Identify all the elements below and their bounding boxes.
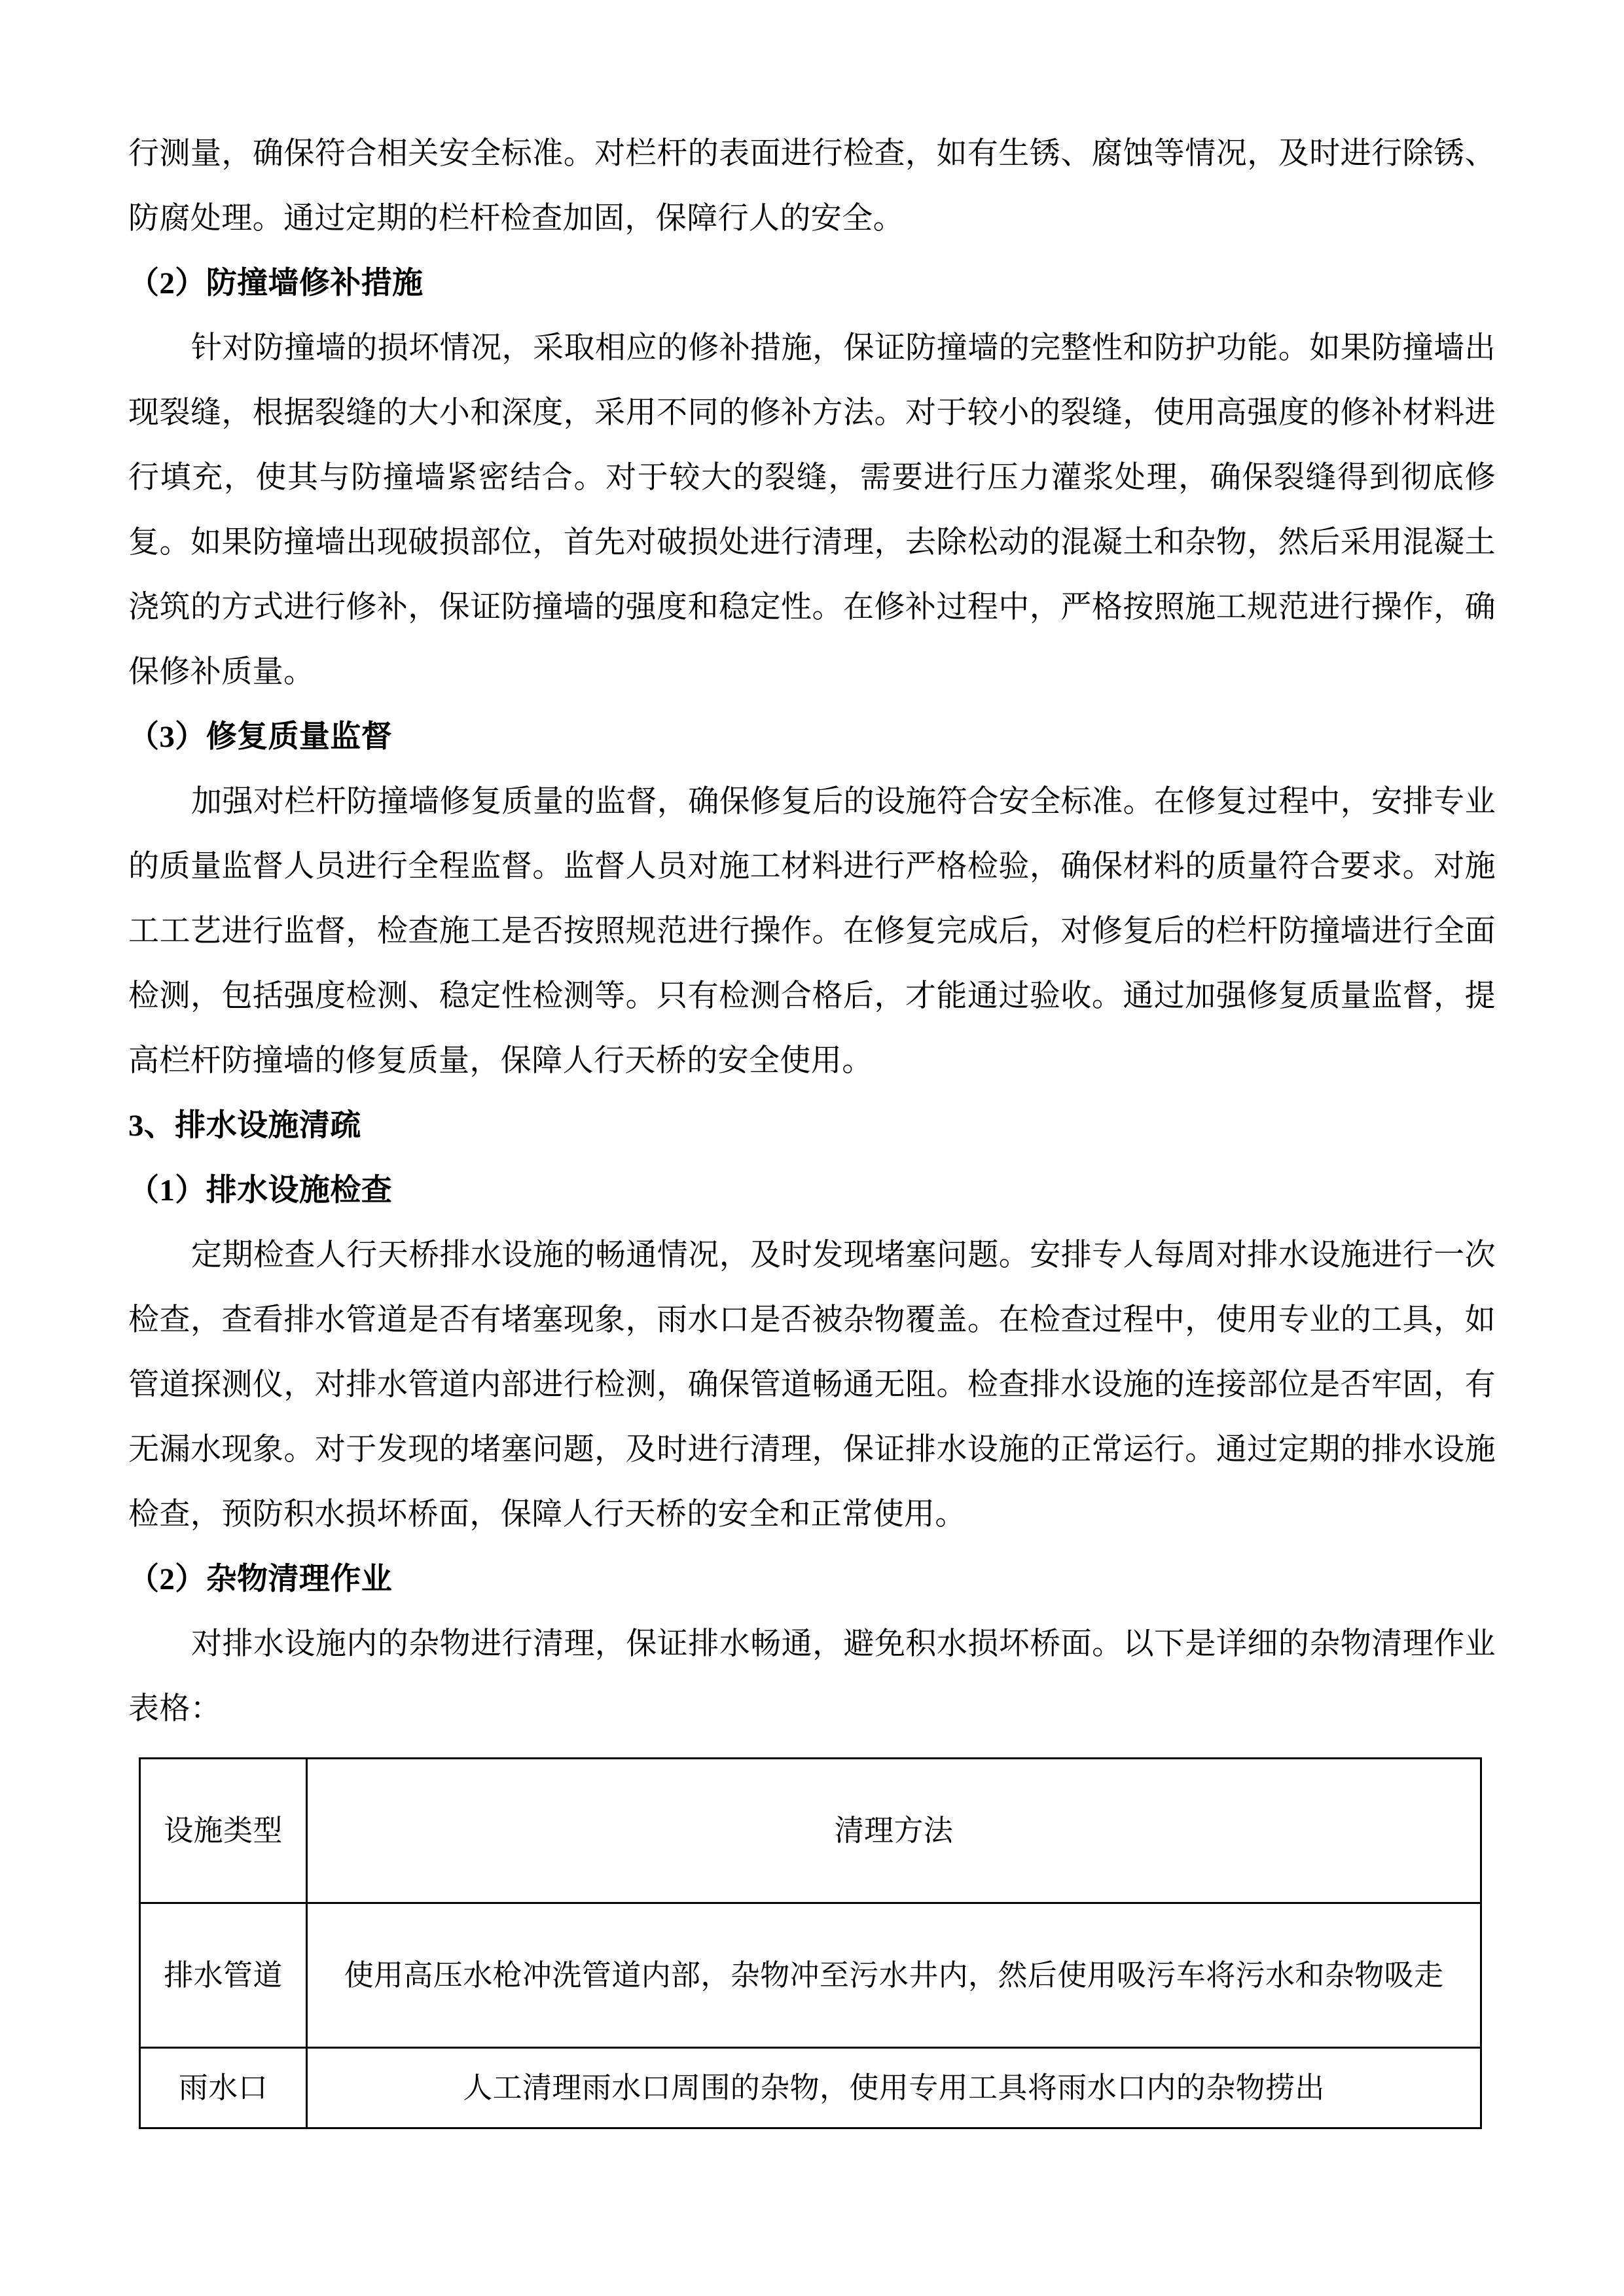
table-cell-cleaning-method: 人工清理雨水口周围的杂物，使用专用工具将雨水口内的杂物捞出 xyxy=(307,2048,1481,2128)
heading-drainage-facility-clearing: 3、排水设施清疏 xyxy=(128,1109,361,1143)
paragraph-repair-quality-supervision: 加强对栏杆防撞墙修复质量的监督，确保修复后的设施符合安全标准。在修复过程中，安排专业的质量监督人员进行全程监督。监督人员对施工材料进行严格检验，确保材料的质量符合要求。对施工工艺进行监督，检查施工是否按照规范进行操作。在修复完成后，对修复后的栏杆防撞墙进行全面检测，包括强度检测、稳定性检测等。只有检测合格后，才能通过验收。通过加强修复质量监督，提高栏杆防撞墙的修复质量，保障人行天桥的安全使用。 xyxy=(128,785,1496,1078)
table-header-row xyxy=(140,1759,1481,1903)
paragraph-railing-inspection-continued: 行测量，确保符合相关安全标准。对栏杆的表面进行检查，如有生锈、腐蚀等情况，及时进行除锈、防腐处理。通过定期的栏杆检查加固，保障行人的安全。 xyxy=(128,137,1496,236)
table-row xyxy=(140,1903,1481,2048)
heading-anti-collision-wall-repair: （2）防撞墙修补措施 xyxy=(128,266,424,300)
heading-debris-cleaning-operation: （2）杂物清理作业 xyxy=(128,1562,393,1596)
heading-drainage-facility-inspection: （1）排水设施检查 xyxy=(128,1174,393,1208)
table-row xyxy=(140,2048,1481,2128)
paragraph-debris-cleaning-operation: 对排水设施内的杂物进行清理，保证排水畅通，避免积水损坏桥面。以下是详细的杂物清理作业表格： xyxy=(128,1627,1496,1726)
table-container xyxy=(128,1757,1496,2129)
table-cell-facility-type: 雨水口 xyxy=(140,2048,307,2128)
debris-cleaning-table xyxy=(139,1757,1482,2129)
heading-repair-quality-supervision: （3）修复质量监督 xyxy=(128,720,393,754)
paragraph-anti-collision-wall-repair: 针对防撞墙的损坏情况，采取相应的修补措施，保证防撞墙的完整性和防护功能。如果防撞墙出现裂缝，根据裂缝的大小和深度，采用不同的修补方法。对于较小的裂缝，使用高强度的修补材料进行填充，使其与防撞墙紧密结合。对于较大的裂缝，需要进行压力灌浆处理，确保裂缝得到彻底修复。如果防撞墙出现破损部位，首先对破损处进行清理，去除松动的混凝土和杂物，然后采用混凝土浇筑的方式进行修补，保证防撞墙的强度和稳定性。在修补过程中，严格按照施工规范进行操作，确保修补质量。 xyxy=(128,331,1496,689)
table-cell-cleaning-method: 使用高压水枪冲洗管道内部，杂物冲至污水井内，然后使用吸污车将污水和杂物吸走 xyxy=(307,1903,1481,2048)
paragraph-drainage-facility-inspection: 定期检查人行天桥排水设施的畅通情况，及时发现堵塞问题。安排专人每周对排水设施进行一次检查，查看排水管道是否有堵塞现象，雨水口是否被杂物覆盖。在检查过程中，使用专业的工具，如管道探测仪，对排水管道内部进行检测，确保管道畅通无阻。检查排水设施的连接部位是否牢固，有无漏水现象。对于发现的堵塞问题，及时进行清理，保证排水设施的正常运行。通过定期的排水设施检查，预防积水损坏桥面，保障人行天桥的安全和正常使用。 xyxy=(128,1238,1496,1532)
document-body xyxy=(128,122,1496,2129)
table-header-cleaning-method: 清理方法 xyxy=(307,1759,1481,1903)
table-header-facility-type: 设施类型 xyxy=(140,1759,307,1903)
table-cell-facility-type: 排水管道 xyxy=(140,1903,307,2048)
